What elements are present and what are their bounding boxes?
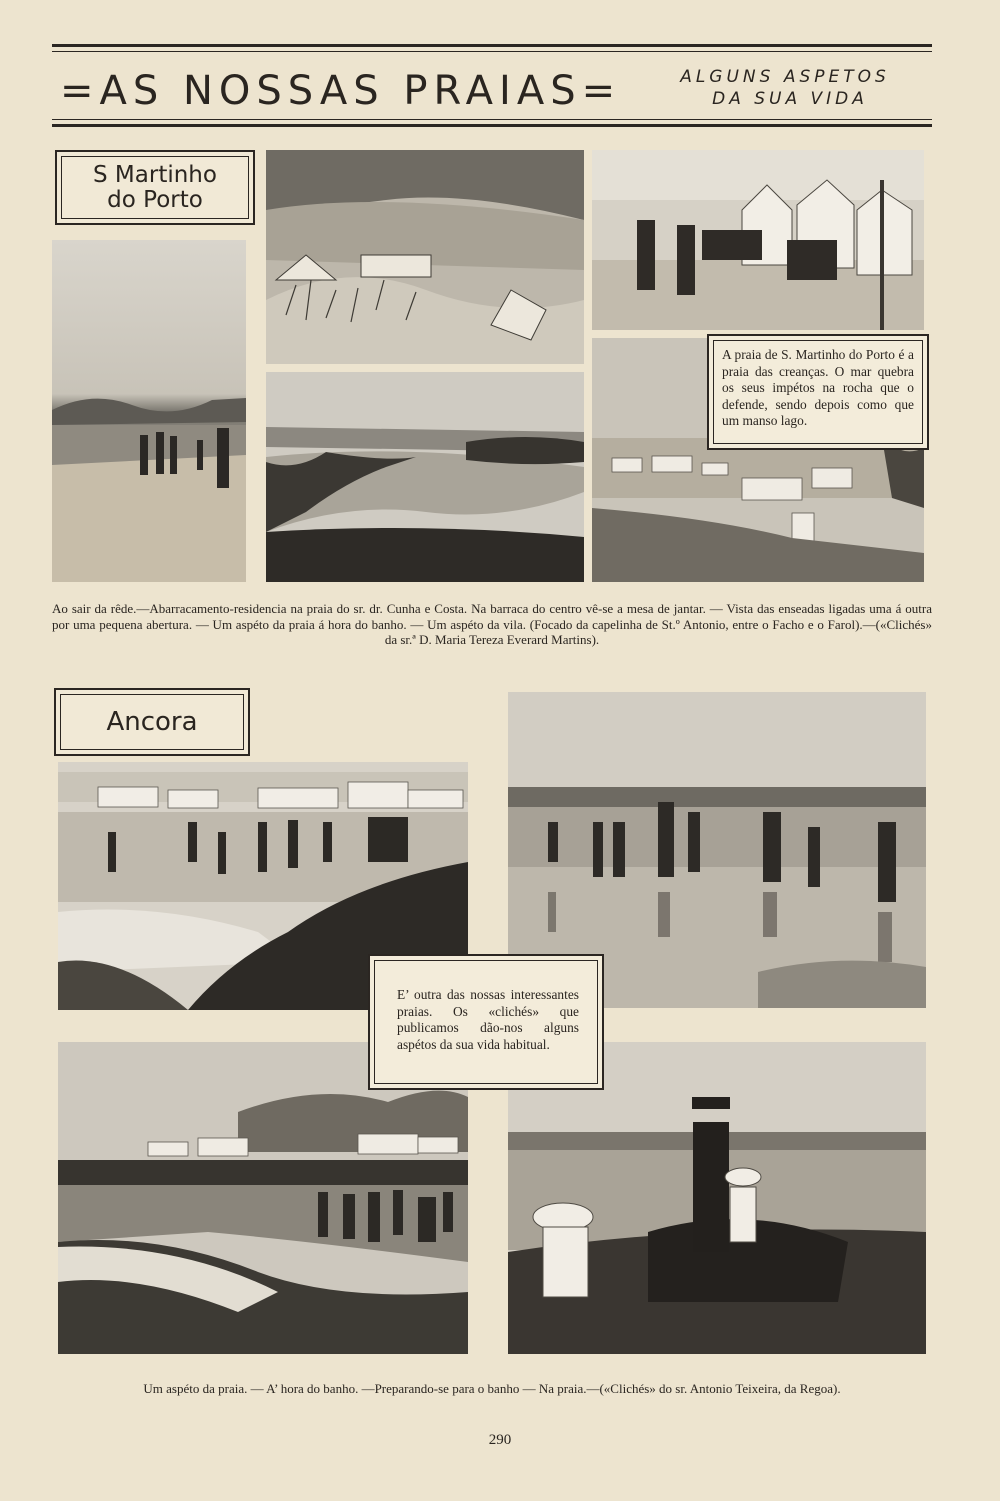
photo-bay-coves <box>266 372 584 582</box>
masthead-top-rule-thin <box>52 51 932 52</box>
callout-ancora-text: E’ outra das nossas interessantes praias. Os «clichés» que publicamos dão-nos alguns aspétos da sua vida habitual. <box>374 960 598 1084</box>
section-label-line1: S Martinho <box>93 161 217 188</box>
masthead-bottom-rule <box>52 124 932 127</box>
section-label-line2: do Porto <box>107 186 203 213</box>
masthead-subtitle-line2: DA SUA VIDA <box>712 89 868 109</box>
callout-s-martinho <box>707 334 929 450</box>
photo-net-pulling <box>52 240 246 582</box>
section-label-ancora <box>54 688 250 756</box>
caption-ancora: Um aspéto da praia. — A’ hora do banho. —Preparando-se para o banho — Na praia.—(«Clichés» do sr. Antonio Teixeira, da Regoa). <box>143 1381 841 1396</box>
photo-beach-encampment <box>592 150 924 330</box>
masthead-title: =AS NOSSAS PRAIAS= <box>60 68 622 114</box>
photo-tents-in-dunes <box>266 150 584 364</box>
masthead-subtitle-line1: ALGUNS ASPETOS <box>680 67 890 87</box>
callout-ancora <box>368 954 604 1090</box>
masthead-subtitle <box>640 66 930 110</box>
section-label-s-martinho <box>55 150 255 225</box>
callout-s-martinho-text: A praia de S. Martinho do Porto é a praia das creanças. O mar quebra os seus impétos na rocha que o defende, sendo depois como que um manso lago. <box>713 340 923 444</box>
section-label-ancora-text: Ancora <box>106 707 198 737</box>
page-number: 290 <box>488 1432 512 1448</box>
caption-s-martinho: Ao sair da rêde.—Abarracamento-residencia na praia do sr. dr. Cunha e Costa. Na barraca do centro vê-se a mesa de jantar. — Vista das enseadas ligadas uma á outra por uma pequena abertura. — Um aspéto da praia á hora do banho. — Um aspéto da vila. (Focado da capelinha de St.º Antonio, entre o Facho e o Farol).—(«Clichés» da sr.ª D. Maria Tereza Everard Martins). <box>52 601 932 647</box>
masthead-top-rule <box>52 44 932 47</box>
